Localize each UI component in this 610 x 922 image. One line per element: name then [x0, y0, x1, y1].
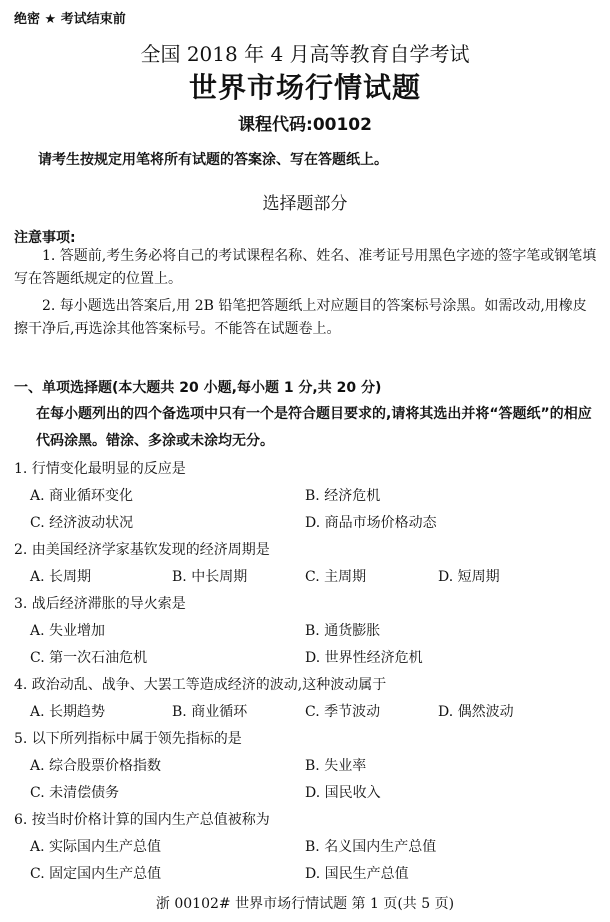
- question-stem: 4. 政治动乱、战争、大罢工等造成经济的波动,这种波动属于: [14, 677, 387, 693]
- notes-heading: 注意事项:: [14, 230, 76, 246]
- option-b: B. 失业率: [305, 758, 367, 774]
- option-c: C. 固定国内生产总值: [30, 866, 162, 882]
- option-a: A. 实际国内生产总值: [30, 839, 162, 855]
- answer-instruction: 请考生按规定用笔将所有试题的答案涂、写在答题纸上。: [38, 152, 388, 168]
- option-a: A. 长周期: [30, 569, 92, 585]
- question-stem: 2. 由美国经济学家基钦发现的经济周期是: [14, 542, 270, 558]
- option-b: B. 商业循环: [172, 704, 248, 720]
- option-d: D. 国民收入: [305, 785, 381, 801]
- option-d: D. 偶然波动: [438, 704, 514, 720]
- option-c: C. 主周期: [305, 569, 367, 585]
- question-stem: 1. 行情变化最明显的反应是: [14, 461, 186, 477]
- option-b: B. 中长周期: [172, 569, 248, 585]
- course-code: 课程代码:00102: [238, 115, 372, 135]
- option-d: D. 短周期: [438, 569, 500, 585]
- option-c: C. 第一次石油危机: [30, 650, 148, 666]
- option-c: C. 季节波动: [305, 704, 381, 720]
- option-d: D. 商品市场价格动态: [305, 515, 437, 531]
- option-d: D. 世界性经济危机: [305, 650, 423, 666]
- option-a: A. 长期趋势: [30, 704, 106, 720]
- option-b: B. 名义国内生产总值: [305, 839, 437, 855]
- option-c: C. 未清偿债务: [30, 785, 120, 801]
- option-d: D. 国民生产总值: [305, 866, 409, 882]
- secrecy-label: 绝密 ★ 考试结束前: [14, 12, 126, 27]
- question-stem: 5. 以下所列指标中属于领先指标的是: [14, 731, 242, 747]
- paper-title: 世界市场行情试题: [188, 71, 421, 104]
- question-stem: 3. 战后经济滞胀的导火索是: [14, 596, 186, 612]
- section-title: 选择题部分: [262, 194, 348, 214]
- option-b: B. 经济危机: [305, 488, 381, 504]
- page-footer: 浙 00102# 世界市场行情试题 第 1 页(共 5 页): [155, 896, 455, 912]
- option-c: C. 经济波动状况: [30, 515, 134, 531]
- part1-heading: 一、单项选择题(本大题共 20 小题,每小题 1 分,共 20 分): [14, 380, 382, 396]
- part1-description: 在每小题列出的四个备选项中只有一个是符合题目要求的,请将其选出并将“答题纸”的相应代码涂黑。错涂、多涂或未涂均无分。: [36, 406, 592, 449]
- question-stem: 6. 按当时价格计算的国内生产总值被称为: [14, 812, 270, 828]
- option-a: A. 失业增加: [30, 623, 106, 639]
- exam-title: 全国 2018 年 4 月高等教育自学考试: [140, 42, 470, 66]
- note-item-2: 2. 每小题选出答案后,用 2B 铅笔把答题纸上对应题目的答案标号涂黑。如需改动,用橡皮擦干净后,再选涂其他答案标号。不能答在试题卷上。: [14, 298, 587, 337]
- note-item-1: 1. 答题前,考生务必将自己的考试课程名称、姓名、准考证号用黑色字迹的签字笔或钢笔填写在答题纸规定的位置上。: [14, 248, 597, 287]
- option-a: A. 综合股票价格指数: [30, 758, 162, 774]
- option-a: A. 商业循环变化: [30, 488, 134, 504]
- option-b: B. 通货膨胀: [305, 623, 381, 639]
